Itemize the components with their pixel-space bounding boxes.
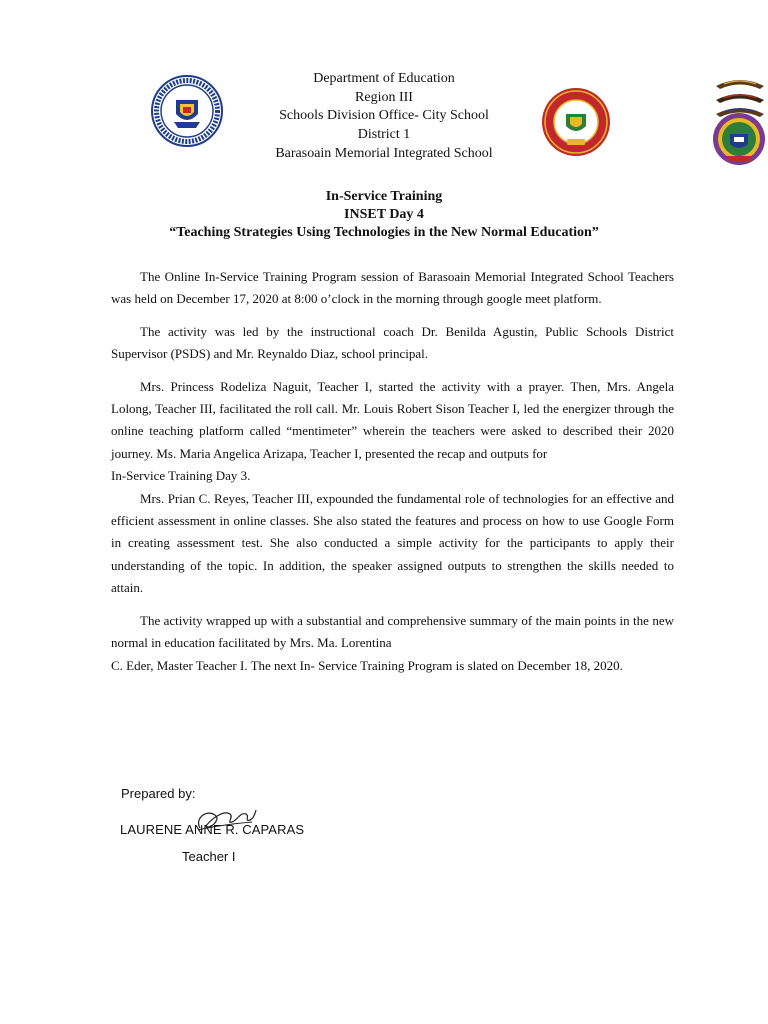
ribbon-badge-icon: [714, 76, 766, 90]
district-seal-icon: [712, 112, 766, 166]
school-seal-icon: [540, 86, 612, 158]
paragraph-summary: The activity wrapped up with a substantial and comprehensive summary of the main points in the new normal in education facilitated by Mrs. Ma. Lorentina: [111, 612, 674, 651]
paragraph-speaker: Mrs. Prian C. Reyes, Teacher III, expounded the fundamental role of technologies for an effective and efficient assessment in online classes. She also stated the features and process on how to use Google Form in creating assessment test. She also conducted a simple activity for the participants to apply their understanding of the topic. In addition, the speaker assigned outputs to strengthen the skills needed to attain.: [111, 490, 674, 596]
paragraph-session: The Online In-Service Training Program session of Barasoain Memorial Integrated School Teachers was held on December 17, 2020 at 8:00 o’clock in the morning through google meet platform.: [111, 269, 674, 307]
paragraph-activities: Mrs. Princess Rodeliza Naguit, Teacher I, started the activity with a prayer. Then, Mrs. Angela Lolong, Teacher III, facilitated the roll call. Mr. Louis Robert Sison Teacher I, led the energizer through the online teaching platform called “mentimeter” wherein the teachers were asked to described their 2020 journey. Ms. Maria Angelica Arizapa, Teacher I, presented the recap and outputs for: [111, 378, 674, 461]
paragraph-activities-continued: In-Service Training Day 3.: [111, 468, 251, 484]
paragraph-leaders: The activity was led by the instructional coach Dr. Benilda Agustin, Public Schools District Supervisor (PSDS) and Mr. Reynaldo Diaz, school principal.: [111, 323, 674, 362]
signatory-role: Teacher I: [182, 849, 236, 864]
title-theme: “Teaching Strategies Using Technologies in the New Normal Education”: [169, 225, 599, 240]
prepared-by-label: Prepared by:: [121, 786, 196, 801]
letterhead: [0, 70, 768, 164]
letterhead-department: Department of Education: [313, 71, 455, 86]
document-titles: [0, 188, 768, 242]
paragraph-summary-continued: C. Eder, Master Teacher I. The next In- Service Training Program is slated on December 18, 2020.: [111, 657, 623, 673]
document-body: [111, 266, 674, 677]
signatory-name: LAURENE ANNE R. CAPARAS: [120, 822, 305, 837]
ribbon-badge-icon: [714, 90, 766, 104]
letterhead-district: District 1: [357, 127, 411, 143]
title-day: INSET Day 4: [344, 207, 424, 222]
letterhead-division: Schools Division Office- City School: [279, 108, 489, 124]
title-training: In-Service Training: [325, 189, 443, 204]
letterhead-school: Barasoain Memorial Integrated School: [275, 145, 493, 161]
letterhead-region: Region III: [355, 89, 413, 105]
